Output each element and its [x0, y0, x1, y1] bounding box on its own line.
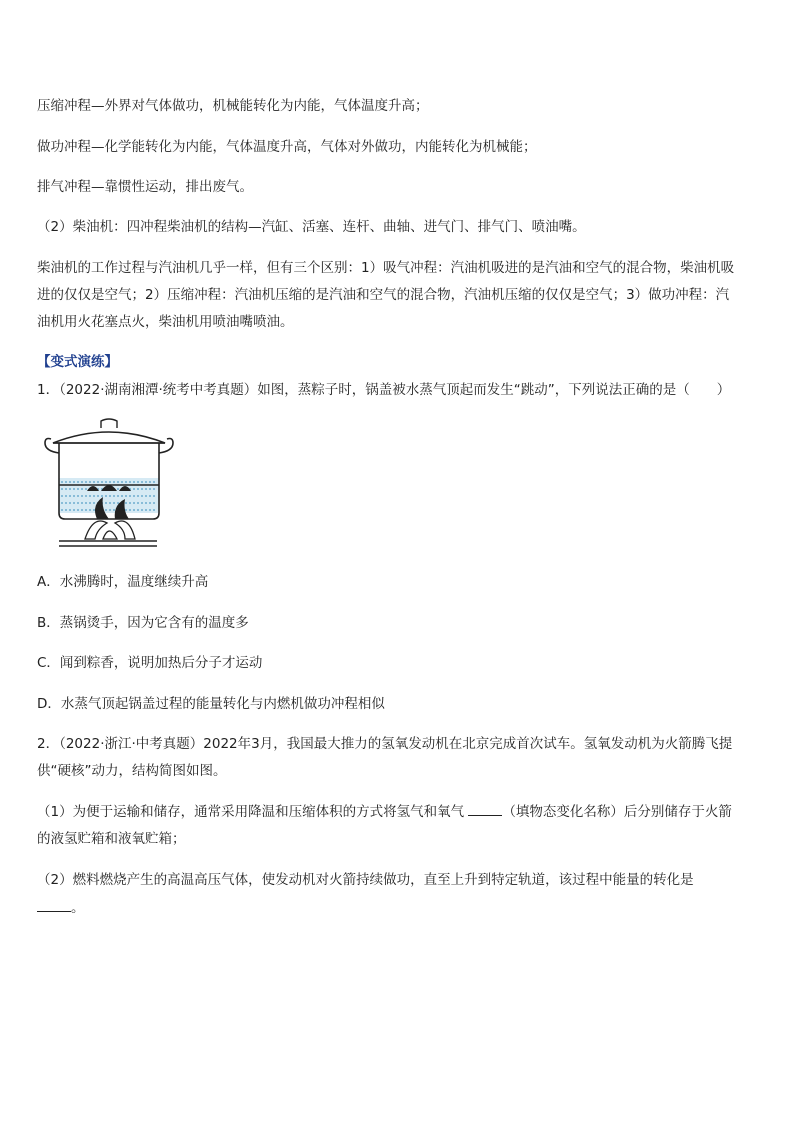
paragraph-exhaust-stroke: 排气冲程—靠惯性运动，排出废气。	[37, 179, 253, 195]
paragraph-diesel-diff-3: 油机用火花塞点火，柴油机用喷油嘴喷油。	[37, 314, 294, 330]
paragraph-compression-stroke: 压缩冲程—外界对气体做功，机械能转化为内能，气体温度升高；	[37, 98, 429, 114]
steamer-pot-on-stove-icon	[37, 415, 182, 550]
question2-part2-line1: （2）燃料燃烧产生的高温高压气体，使发动机对火箭持续做功，直至上升到特定轨道，该过程中能量的转化是	[37, 872, 694, 888]
question1-stem: 1．（2022·湖南湘潭·统考中考真题）如图，蒸粽子时，锅盖被水蒸气顶起而发生“跳动”，下列说法正确的是（ ）	[37, 382, 731, 398]
paragraph-diesel-structure: （2）柴油机：四冲程柴油机的结构—汽缸、活塞、连杆、曲轴、进气门、排气门、喷油嘴。	[37, 219, 586, 235]
question2-stem-line1: 2．（2022·浙江·中考真题）2022年3月，我国最大推力的氢氧发动机在北京完成首次试车。氢氧发动机为火箭腾飞提	[37, 736, 733, 752]
question1-option-c: C．闻到粽香，说明加热后分子才运动	[37, 655, 263, 671]
question2-part2-text-after: 。	[71, 900, 85, 916]
question2-part1-text-before: （1）为便于运输和储存，通常采用降温和压缩体积的方式将氢气和氧气	[37, 804, 469, 820]
question2-part1-line2: 的液氢贮箱和液氧贮箱；	[37, 831, 186, 847]
paragraph-diesel-diff-2: 进的仅仅是空气；2）压缩冲程：汽油机压缩的是汽油和空气的混合物，汽油机压缩的仅仅是空气；3）做功冲程：汽	[37, 287, 730, 303]
question2-part2-line2	[37, 898, 85, 918]
question2-stem-line2: 供“硬核”动力，结构简图如图。	[37, 763, 227, 779]
question2-part1-text-after: （填物态变化名称）后分别储存于火箭	[502, 804, 732, 820]
paragraph-power-stroke: 做功冲程—化学能转化为内能，气体温度升高，气体对外做功，内能转化为机械能；	[37, 139, 537, 155]
question2-part1-line1	[37, 802, 732, 822]
question1-option-a: A．水沸腾时，温度继续升高	[37, 574, 209, 590]
answer-blank-2[interactable]	[37, 911, 71, 912]
section-heading: 【变式演练】	[37, 354, 118, 370]
answer-blank-1[interactable]	[468, 815, 502, 816]
question1-option-b: B．蒸锅烫手，因为它含有的温度多	[37, 615, 249, 631]
question1-option-d: D．水蒸气顶起锅盖过程的能量转化与内燃机做功冲程相似	[37, 696, 385, 712]
paragraph-diesel-diff-1: 柴油机的工作过程与汽油机几乎一样，但有三个区别：1）吸气冲程：汽油机吸进的是汽油和空气的混合物，柴油机吸	[37, 260, 735, 276]
